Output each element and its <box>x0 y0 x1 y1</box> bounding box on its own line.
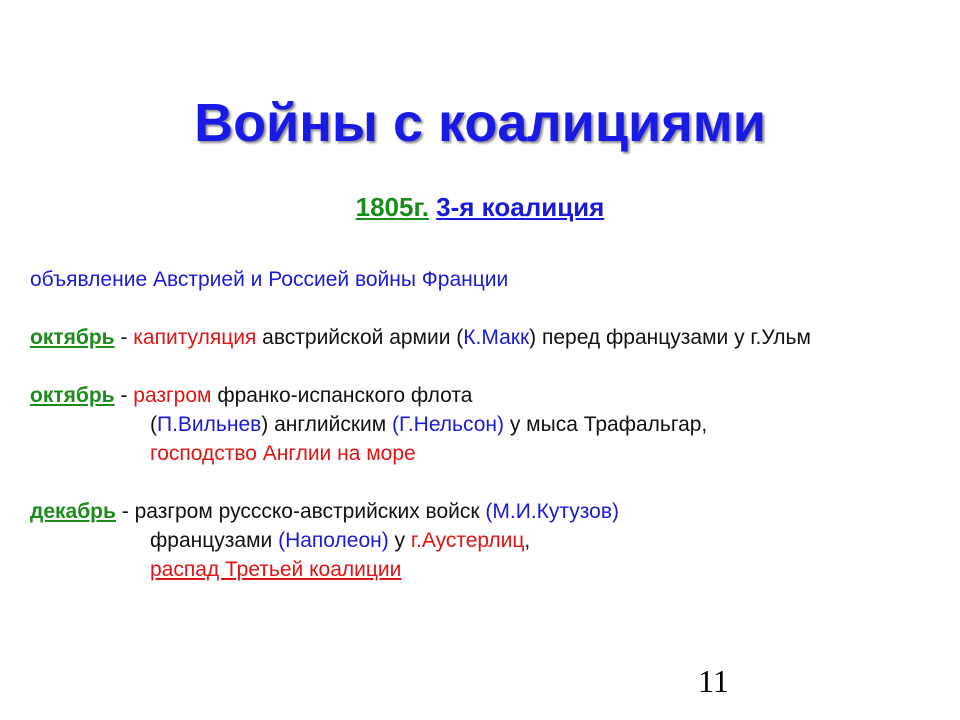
event-1-text-2: ) перед французами у г.Ульм <box>529 326 811 349</box>
event-1-month: октябрь <box>30 326 115 349</box>
event-2-person-2: (Г.Нельсон) <box>392 413 504 436</box>
event-3-dash: - <box>115 500 135 523</box>
event-3-person-2: (Наполеон) <box>278 529 389 552</box>
event-2-dash: - <box>114 384 134 407</box>
event-2-person-1: П.Вильнев <box>157 413 262 436</box>
event-1-person: К.Макк <box>463 326 530 349</box>
event-3-text-2: французами <box>150 529 279 552</box>
subtitle <box>0 192 960 223</box>
event-3-text: разгром руссско-австрийских войск <box>134 500 486 523</box>
event-1-dash: - <box>114 326 134 349</box>
page-number: 11 <box>698 663 729 699</box>
event-3-text-3: у <box>388 529 411 552</box>
event-2-line-2 <box>150 413 707 437</box>
intro-line: объявление Австрией и Россией войны Франции <box>30 268 509 291</box>
event-2-text-3: у мыса Трафальгар, <box>504 413 708 436</box>
event-2-key: разгром <box>133 384 212 407</box>
event-2-text-2: ) английским <box>261 413 393 436</box>
event-3-place: г.Аустерлиц <box>410 529 525 552</box>
event-3-person: (М.И.Кутузов) <box>485 500 619 523</box>
event-3-line-3: распад Третьей коалиции <box>150 558 402 581</box>
event-3-line-2 <box>150 529 530 553</box>
slide-title: Войны с коалициями <box>194 93 766 153</box>
subtitle-year: 1805г. <box>355 192 429 222</box>
event-2-text: франко-испанского флота <box>211 384 473 407</box>
event-3-line-1 <box>30 500 619 524</box>
event-1-key: капитуляция <box>133 326 257 349</box>
event-3-comma: , <box>524 529 531 552</box>
event-3-month: декабрь <box>30 500 116 523</box>
event-2-line-3: господство Англии на море <box>150 442 416 465</box>
event-2-line-1 <box>30 384 472 408</box>
event-1-line <box>30 326 811 350</box>
subtitle-coalition: 3-я коалиция <box>436 192 605 222</box>
event-2-paren: ( <box>150 413 157 436</box>
event-2-month: октябрь <box>30 384 115 407</box>
event-1-text: австрийской армии ( <box>256 326 464 349</box>
